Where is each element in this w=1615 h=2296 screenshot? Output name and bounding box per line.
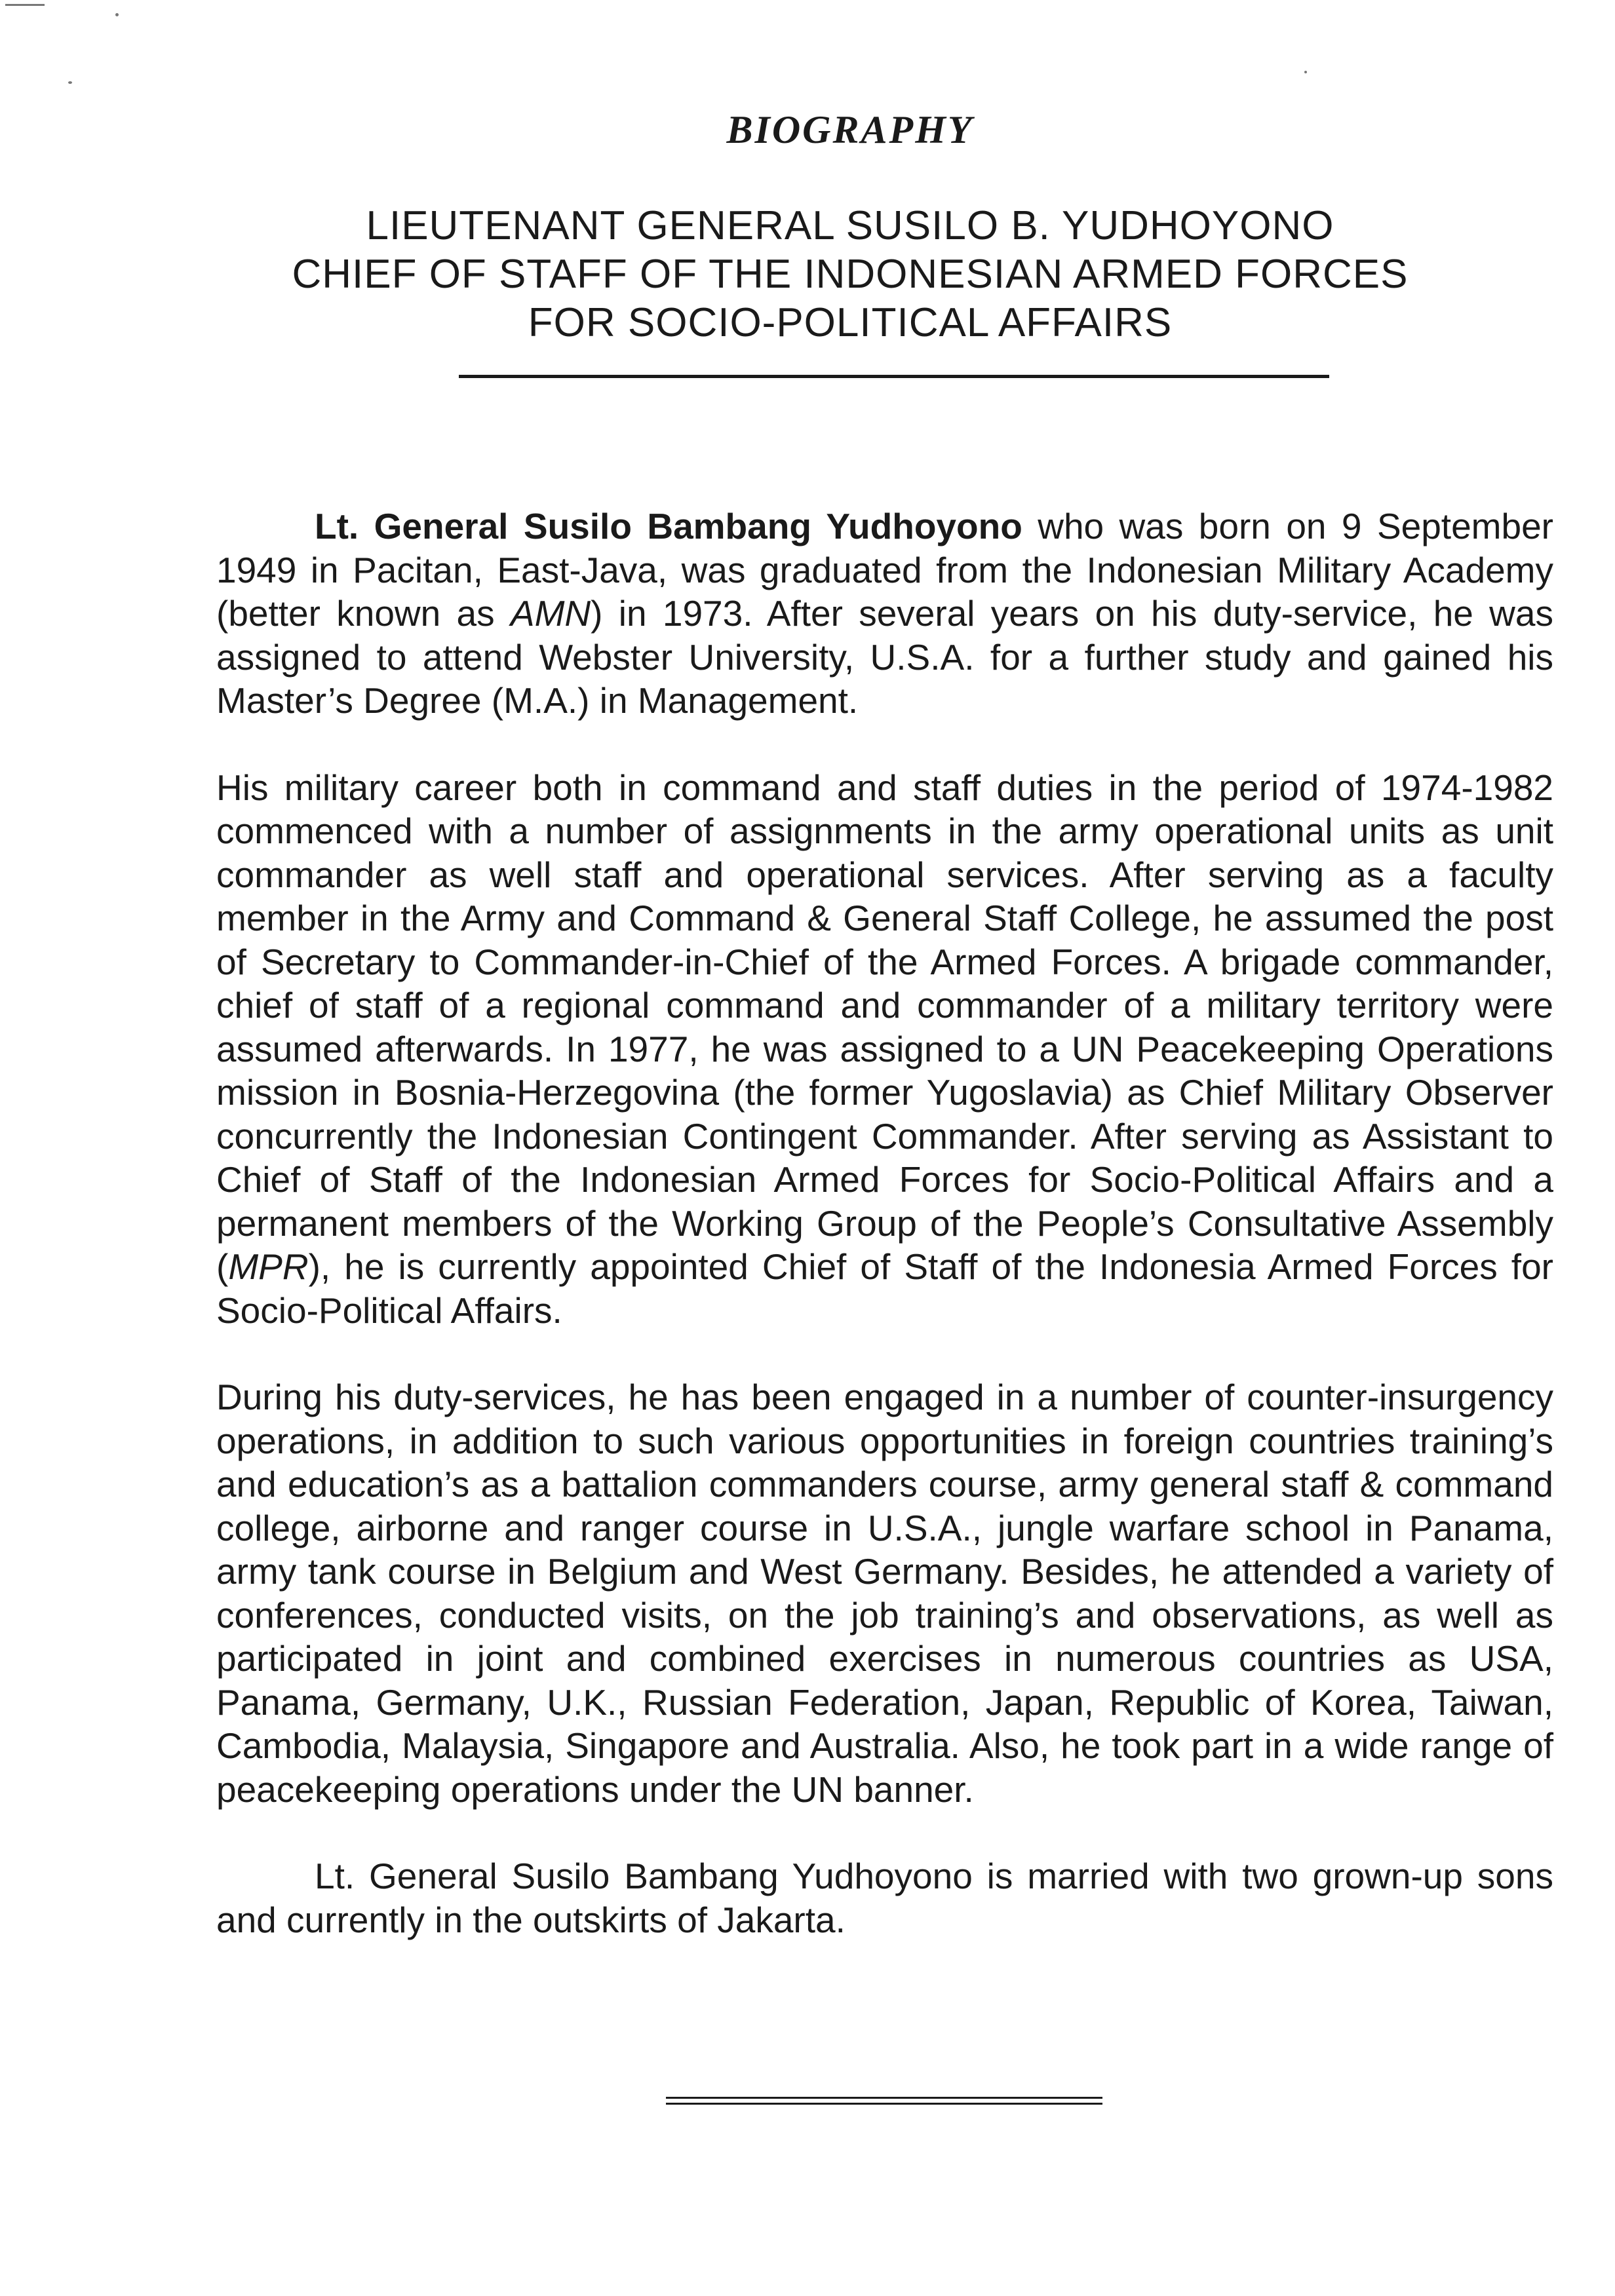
paragraph-training: During his duty-services, he has been engaged in a number of counter-insurgency operations, in addition to such various opportunities in foreign countries training’s and education’s as a battalion commanders course, army general staff & command college, airborne and ranger course in U.S.A., jungle warfare school in Panama, army tank course in Belgium and West Germany. Besides, he attended a variety of conferences, conducted visits, on the job training’s and observations, as well as participated in joint and combined exercises in numerous countries as USA, Panama, Germany, U.K., Russian Federation, Japan, Republic of Korea, Taiwan, Cambodia, Malaysia, Singapore and Australia. Also, he took part in a wide range of peacekeeping operations under the UN banner.: [216, 1377, 1553, 1810]
title-line-name: LIEUTENANT GENERAL SUSILO B. YUDHOYONO: [366, 203, 1334, 248]
paragraph-intro-text-a: who was born on 9 September 1949 in Pacitan, East-Java, was graduated from the Indonesian Military Academy (better known as: [216, 506, 1553, 634]
paragraph-intro: [216, 505, 1553, 723]
title-underline: [459, 375, 1329, 378]
acronym-amn: AMN: [510, 593, 591, 634]
end-double-rule: [666, 2097, 1102, 2105]
paragraph-family: Lt. General Susilo Bambang Yudhoyono is married with two grown-up sons and currently in the outskirts of Jakarta.: [216, 1856, 1553, 1940]
document-label: BIOGRAPHY: [726, 108, 974, 151]
subject-name: Lt. General Susilo Bambang Yudhoyono: [315, 506, 1022, 546]
title-line-affairs: FOR SOCIO-POLITICAL AFFAIRS: [528, 300, 1173, 345]
document-title: [0, 202, 1615, 347]
title-line-position: CHIEF OF STAFF OF THE INDONESIAN ARMED FORCES: [292, 252, 1409, 297]
paragraph-intro-text-b: ) in 1973. After several years on his duty-service, he was assigned to attend Webster University, U.S.A. for a further study and gained his Master’s Degree (M.A.) in Management.: [216, 593, 1553, 721]
paragraph-career: [216, 766, 1553, 1333]
paragraph-career-text-a: His military career both in command and staff duties in the period of 1974-1982 commenced with a number of assignments in the army operational units as unit commander as well staff and operational services. After serving as a faculty member in the Army and Command & General Staff College, he assumed the post of Secretary to Commander-in-Chief of the Armed Forces. A brigade commander, chief of staff of a regional command and commander of a military territory were assumed afterwards. In 1977, he was assigned to a UN Peacekeeping Operations mission in Bosnia-Herzegovina (the former Yugoslavia) as Chief Military Observer concurrently the Indonesian Contingent Commander. After serving as Assistant to Chief of Staff of the Indonesian Armed Forces for Socio-Political Affairs and a permanent members of the Working Group of the People’s Consultative Assembly (: [216, 767, 1553, 1287]
biography-body: [216, 505, 1553, 1942]
paragraph-career-text-b: ), he is currently appointed Chief of Staff of the Indonesia Armed Forces for Socio-Political Affairs.: [216, 1246, 1553, 1331]
acronym-mpr: MPR: [228, 1246, 309, 1287]
